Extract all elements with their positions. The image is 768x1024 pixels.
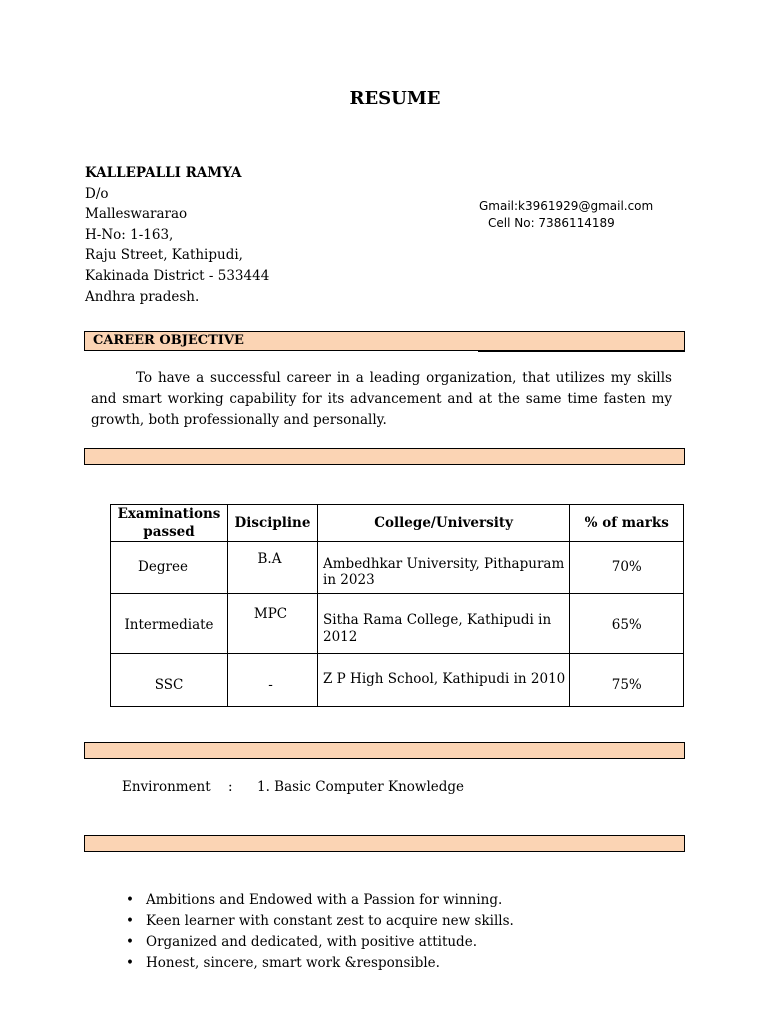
career-objective-header (84, 331, 685, 351)
house-number: H-No: 1-163, (85, 226, 174, 243)
education-table (110, 504, 684, 707)
state: Andhra pradesh. (85, 288, 200, 305)
strengths-list (126, 890, 514, 974)
street: Raju Street, Kathipudi, (85, 247, 243, 264)
district: Kakinada District - 533444 (85, 267, 270, 284)
heading-underline (478, 351, 685, 352)
table-row (111, 654, 684, 707)
education-header-bar (84, 448, 685, 465)
discipline-cell: MPC (228, 594, 318, 654)
skills-header-bar (84, 742, 685, 759)
address-block (85, 163, 269, 307)
table-header-row (111, 505, 684, 542)
header-discipline: Discipline (228, 505, 318, 542)
exam-cell: SSC (111, 654, 228, 707)
table-row (111, 542, 684, 594)
table-row (111, 594, 684, 654)
skills-separator: : (228, 779, 233, 795)
college-cell: Z P High School, Kathipudi in 2010 (318, 654, 570, 707)
exam-cell: Intermediate (111, 594, 228, 654)
marks-cell: 75% (570, 654, 684, 707)
marks-cell: 65% (570, 594, 684, 654)
skills-label: Environment (122, 779, 211, 795)
discipline-cell: - (228, 654, 318, 707)
header-college: College/University (318, 505, 570, 542)
career-objective-text: To have a successful career in a leading organization, that utilizes my skills and smart working capability for its advancement and at the same time fasten my growth, both professionally and personally. (91, 370, 672, 428)
list-item: • Ambitions and Endowed with a Passion for winning. (126, 890, 514, 911)
list-item: • Honest, sincere, smart work &responsible. (126, 953, 514, 974)
marks-cell: 70% (570, 542, 684, 594)
parent-name: Malleswararao (85, 206, 188, 223)
career-objective-heading: CAREER OBJECTIVE (93, 333, 244, 348)
list-item: • Organized and dedicated, with positive attitude. (126, 932, 514, 953)
college-cell: Sitha Rama College, Kathipudi in 2012 (318, 594, 570, 654)
exam-cell: Degree (111, 542, 228, 594)
college-cell: Ambedhkar University, Pithapuram in 2023 (318, 542, 570, 594)
header-exams: Examinations passed (111, 505, 228, 542)
applicant-name: KALLEPALLI RAMYA (85, 165, 242, 181)
page-title: RESUME (349, 88, 441, 109)
email: Gmail:k3961929@gmail.com (479, 199, 654, 213)
header-marks: % of marks (570, 505, 684, 542)
contact-block (479, 198, 653, 232)
relation: D/o (85, 185, 109, 202)
phone: Cell No: 7386114189 (488, 216, 615, 230)
skills-item: 1. Basic Computer Knowledge (257, 779, 465, 795)
discipline-cell: B.A (228, 542, 318, 594)
strengths-header-bar (84, 835, 685, 852)
list-item: • Keen learner with constant zest to acquire new skills. (126, 911, 514, 932)
skills-line (122, 779, 464, 795)
